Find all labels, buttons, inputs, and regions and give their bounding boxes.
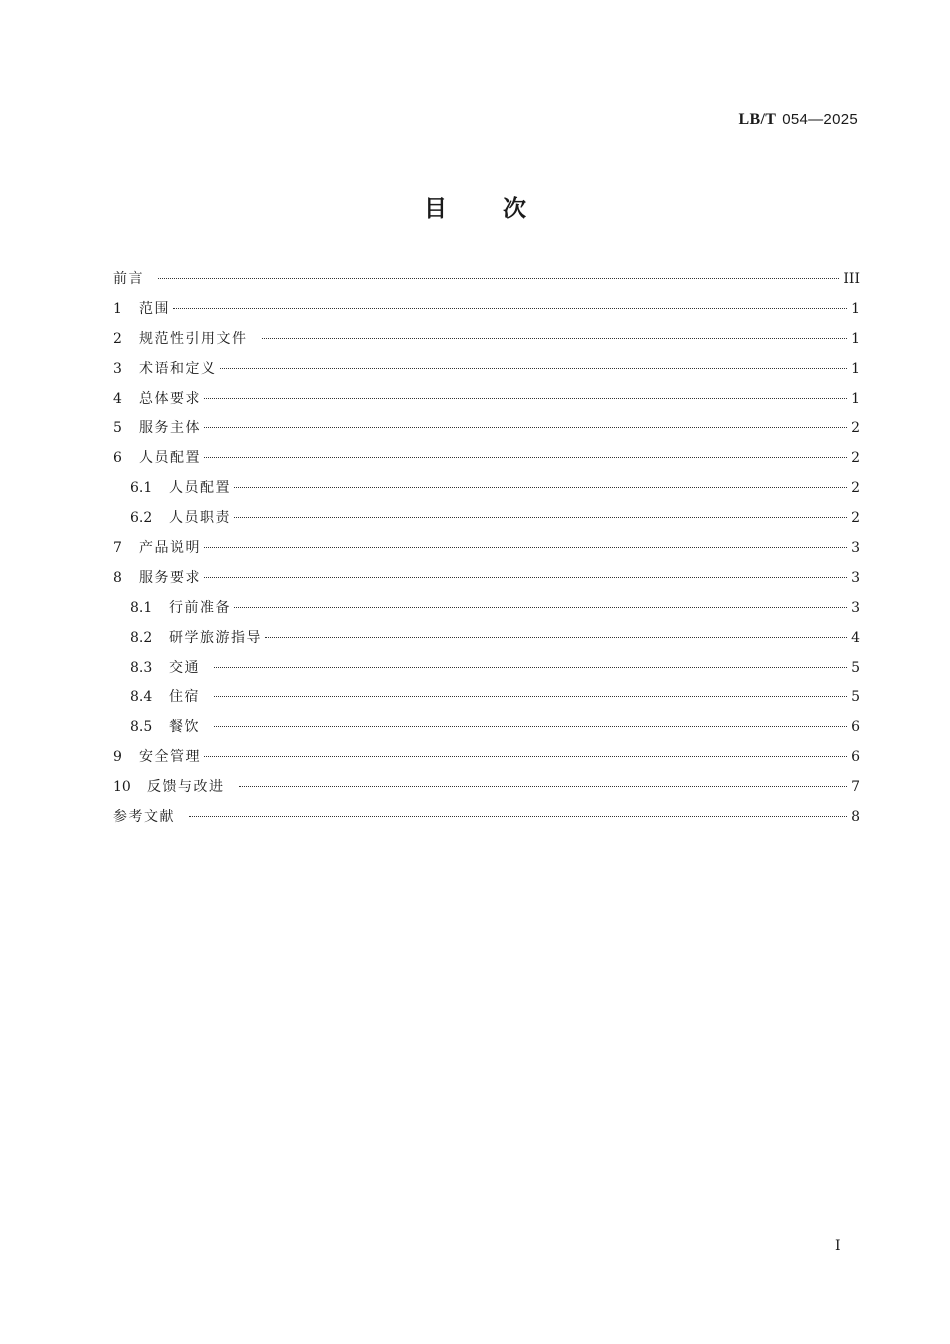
toc-section-number: 10	[113, 779, 131, 796]
toc-leader-dots	[173, 308, 847, 309]
toc-entry-text: 安全管理	[139, 749, 201, 766]
toc-page-number: 8	[851, 809, 860, 826]
toc-entry-1[interactable]	[113, 295, 860, 325]
page-title: 目次	[424, 196, 582, 222]
toc-section-number: 8.5	[130, 719, 153, 736]
toc-leader-dots	[204, 427, 847, 428]
toc-entry-4[interactable]	[113, 385, 860, 415]
toc-entry-text: 行前准备	[169, 599, 231, 616]
toc-leader-dots	[265, 637, 847, 638]
standard-code	[739, 110, 858, 129]
toc-page-number: 4	[851, 629, 860, 646]
toc-leader-dots	[214, 667, 847, 668]
toc-entry-text: 术语和定义	[139, 360, 217, 377]
toc-page-number: 6	[851, 749, 860, 766]
toc-section-number: 1	[113, 300, 122, 317]
toc-leader-dots	[204, 547, 847, 548]
toc-leader-dots	[204, 457, 847, 458]
toc-leader-dots	[220, 368, 848, 369]
toc-entry-text: 服务要求	[139, 569, 201, 586]
page-number: I	[835, 1238, 841, 1254]
toc-entry-3[interactable]	[113, 355, 860, 385]
toc-page-number: 1	[851, 390, 860, 407]
toc-leader-dots	[234, 607, 847, 608]
toc-leader-dots	[189, 816, 847, 817]
toc-entry-8-2[interactable]	[113, 624, 860, 654]
toc-leader-dots	[158, 278, 839, 279]
toc-page-number: 2	[851, 480, 860, 497]
toc-entry-5[interactable]	[113, 414, 860, 444]
toc-entry-8-1[interactable]	[113, 594, 860, 624]
toc-entry-text: 总体要求	[139, 390, 201, 407]
toc-leader-dots	[239, 786, 848, 787]
toc-section-number: 2	[113, 330, 122, 347]
toc-page-number: III	[843, 271, 860, 287]
toc-entry-text: 规范性引用文件	[139, 330, 248, 347]
toc-section-number: 8.3	[130, 659, 153, 676]
toc-section-number: 4	[113, 390, 122, 407]
table-of-contents	[113, 265, 860, 833]
toc-page-number: 7	[851, 779, 860, 796]
toc-section-number: 7	[113, 540, 122, 557]
toc-entry-8-5[interactable]	[113, 713, 860, 743]
toc-page-number: 3	[851, 569, 860, 586]
toc-entry-text: 餐饮	[169, 719, 200, 736]
toc-page-number: 6	[851, 719, 860, 736]
toc-entry-text: 研学旅游指导	[169, 629, 262, 646]
standard-number: 054—2025	[782, 111, 858, 128]
toc-entry-foreword[interactable]	[113, 265, 860, 295]
toc-entry-text: 交通	[169, 659, 200, 676]
toc-leader-dots	[234, 487, 847, 488]
toc-entry-text: 人员配置	[169, 480, 231, 497]
toc-entry-10[interactable]	[113, 773, 860, 803]
toc-page-number: 5	[851, 689, 860, 706]
toc-leader-dots	[234, 517, 847, 518]
toc-page-number: 2	[851, 420, 860, 437]
toc-entry-8[interactable]	[113, 564, 860, 594]
toc-section-number: 6.1	[130, 480, 153, 497]
toc-entry-7[interactable]	[113, 534, 860, 564]
toc-leader-dots	[204, 756, 847, 757]
toc-section-number: 8.2	[130, 629, 153, 646]
toc-page-number: 2	[851, 510, 860, 527]
toc-page-number: 1	[851, 330, 860, 347]
toc-entry-9[interactable]	[113, 743, 860, 773]
toc-leader-dots	[204, 577, 847, 578]
toc-entry-text: 住宿	[169, 689, 200, 706]
toc-page-number: 1	[851, 300, 860, 317]
toc-section-number: 6	[113, 450, 122, 467]
toc-entry-6-2[interactable]	[113, 504, 860, 534]
toc-section-number: 5	[113, 420, 122, 437]
toc-page-number: 2	[851, 450, 860, 467]
toc-leader-dots	[214, 726, 847, 727]
toc-section-number: 6.2	[130, 510, 153, 527]
toc-page-number: 3	[851, 599, 860, 616]
toc-section-number: 3	[113, 360, 122, 377]
toc-leader-dots	[204, 398, 847, 399]
toc-leader-dots	[214, 696, 847, 697]
toc-entry-text: 服务主体	[139, 420, 201, 437]
toc-entry-8-4[interactable]	[113, 683, 860, 713]
toc-page-number: 3	[851, 540, 860, 557]
toc-entry-6[interactable]	[113, 444, 860, 474]
toc-entry-text: 人员配置	[139, 450, 201, 467]
toc-page-number: 5	[851, 659, 860, 676]
toc-entry-8-3[interactable]	[113, 654, 860, 684]
toc-entry-2[interactable]	[113, 325, 860, 355]
toc-page-number: 1	[851, 360, 860, 377]
standard-prefix: LB/T	[738, 111, 777, 128]
toc-section-number: 8.4	[130, 689, 153, 706]
toc-entry-6-1[interactable]	[113, 474, 860, 504]
toc-section-number: 9	[113, 749, 122, 766]
toc-entry-text: 前言	[113, 271, 144, 287]
toc-entry-text: 反馈与改进	[147, 779, 225, 796]
toc-entry-text: 参考文献	[113, 809, 175, 826]
toc-leader-dots	[262, 338, 848, 339]
toc-entry-text: 范围	[139, 300, 170, 317]
toc-section-number: 8.1	[130, 599, 153, 616]
toc-entry-text: 产品说明	[139, 540, 201, 557]
toc-section-number: 8	[113, 569, 122, 586]
toc-entry-references[interactable]	[113, 803, 860, 833]
toc-entry-text: 人员职责	[169, 510, 231, 527]
